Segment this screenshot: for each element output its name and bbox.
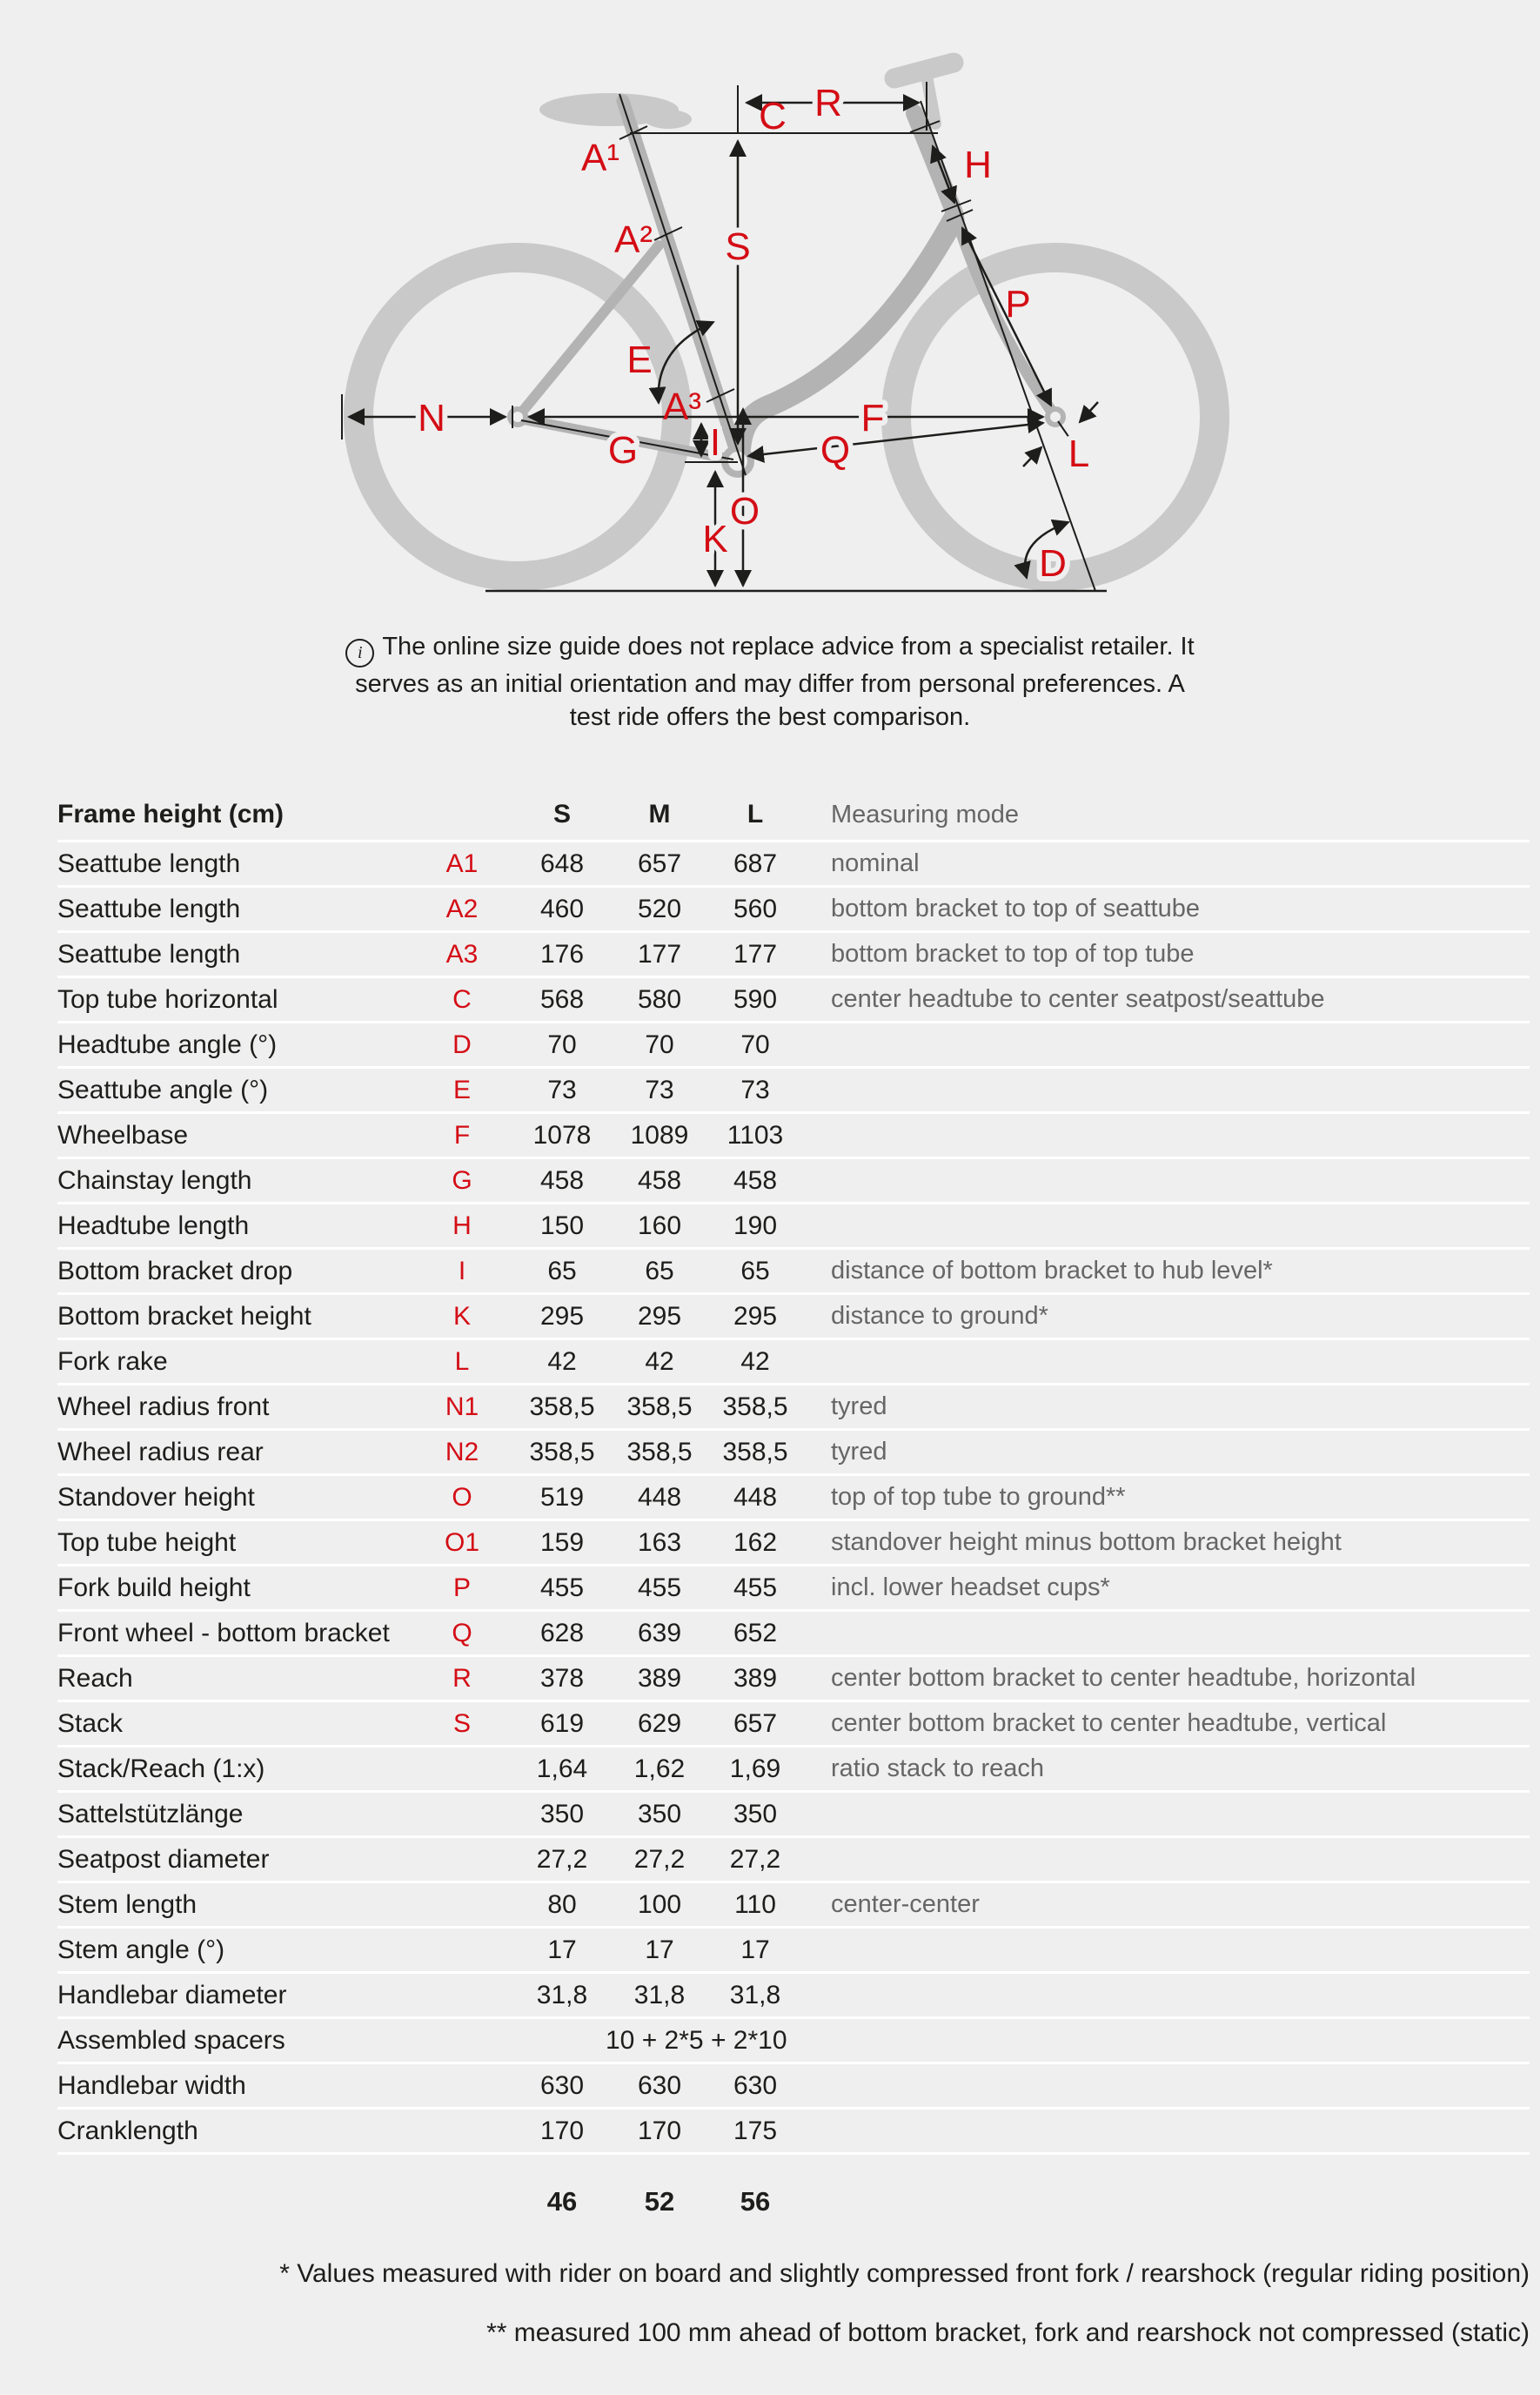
row-value-l: 70 bbox=[740, 1030, 770, 1059]
row-value-l: 65 bbox=[740, 1256, 770, 1285]
row-label: Chainstay length bbox=[57, 1165, 252, 1195]
row-value-m: 70 bbox=[645, 1030, 674, 1059]
row-value-m: 389 bbox=[637, 1663, 682, 1693]
header-measuring-mode: Measuring mode bbox=[831, 801, 1019, 829]
row-letter: O bbox=[452, 1482, 472, 1512]
row-value-s: 568 bbox=[539, 984, 585, 1014]
table-row bbox=[57, 1476, 1530, 1521]
frame-size-m: 52 bbox=[644, 2186, 675, 2217]
row-letter: E bbox=[452, 1075, 471, 1104]
header-size-s: S bbox=[552, 800, 571, 829]
header-frame-height: Frame height (cm) bbox=[57, 800, 285, 829]
table-row bbox=[57, 1295, 1530, 1340]
row-value-m: 65 bbox=[645, 1256, 674, 1285]
table-row bbox=[57, 1204, 1530, 1250]
label-o: O bbox=[729, 490, 760, 533]
row-letter: S bbox=[452, 1708, 471, 1738]
row-label: Top tube height bbox=[57, 1527, 237, 1557]
row-value-s: 1078 bbox=[532, 1120, 592, 1150]
row-value-s: 648 bbox=[539, 849, 585, 878]
table-row bbox=[57, 1929, 1530, 1974]
row-measuring-mode: incl. lower headset cups* bbox=[831, 1573, 1110, 1601]
row-measuring-mode: distance to ground* bbox=[831, 1302, 1048, 1330]
row-label: Wheel radius front bbox=[57, 1392, 270, 1421]
row-value-s: 455 bbox=[539, 1573, 585, 1602]
row-value-m: 629 bbox=[637, 1708, 682, 1738]
footnote-2: ** measured 100 mm ahead of bottom bracket, fork and rearshock not compressed (static) bbox=[486, 2318, 1530, 2347]
row-value-s: 27,2 bbox=[536, 1844, 588, 1874]
row-label: Fork build height bbox=[57, 1573, 251, 1602]
row-label: Wheelbase bbox=[57, 1120, 189, 1150]
row-label: Fork rake bbox=[57, 1346, 168, 1376]
row-letter: R bbox=[452, 1663, 472, 1693]
row-label: Front wheel - bottom bracket bbox=[57, 1618, 390, 1647]
table-header-row bbox=[57, 788, 1530, 842]
table-row bbox=[57, 842, 1530, 888]
row-label: Seattube angle (°) bbox=[57, 1075, 269, 1104]
diagram-labels bbox=[418, 82, 1089, 585]
row-value-s: 80 bbox=[547, 1889, 577, 1919]
label-q: Q bbox=[820, 429, 851, 472]
row-label: Seattube length bbox=[57, 894, 241, 923]
row-label: Bottom bracket drop bbox=[57, 1256, 293, 1285]
header-size-l: L bbox=[747, 800, 764, 829]
row-value-s: 42 bbox=[547, 1346, 577, 1376]
table-row bbox=[57, 888, 1530, 933]
note-line-1-text: The online size guide does not replace advice from a specialist retailer. It bbox=[382, 633, 1195, 661]
row-value-l: 162 bbox=[733, 1527, 778, 1557]
row-value-s: 170 bbox=[539, 2116, 585, 2145]
row-label: Headtube angle (°) bbox=[57, 1030, 278, 1059]
label-f: F bbox=[860, 397, 885, 439]
row-value-s: 378 bbox=[539, 1663, 585, 1693]
row-value-l: 455 bbox=[733, 1573, 778, 1602]
row-label: Seattube length bbox=[57, 849, 241, 878]
row-value-m: 448 bbox=[637, 1482, 682, 1512]
row-label: Stem angle (°) bbox=[57, 1935, 225, 1964]
label-e: E bbox=[626, 339, 653, 381]
row-value-l: 590 bbox=[733, 984, 778, 1014]
row-value-m: 458 bbox=[637, 1165, 682, 1195]
row-value-s: 519 bbox=[539, 1482, 585, 1512]
row-value-l: 1103 bbox=[726, 1120, 784, 1150]
row-value-l: 657 bbox=[733, 1708, 778, 1738]
row-value-l: 190 bbox=[733, 1211, 778, 1240]
table-row bbox=[57, 1883, 1530, 1929]
row-label: Stack bbox=[57, 1708, 124, 1738]
label-d: D bbox=[1039, 542, 1067, 585]
row-value-s: 628 bbox=[539, 1618, 585, 1647]
label-a2: A² bbox=[614, 218, 653, 261]
row-value-m: 350 bbox=[637, 1799, 682, 1828]
note-line-3: test ride offers the best comparison. bbox=[569, 703, 971, 731]
row-value-l: 27,2 bbox=[729, 1844, 781, 1874]
row-value-m: 295 bbox=[637, 1301, 682, 1331]
row-value-s: 150 bbox=[539, 1211, 585, 1240]
table-row bbox=[57, 1521, 1530, 1566]
row-letter: F bbox=[453, 1120, 471, 1150]
row-label: Bottom bracket height bbox=[57, 1301, 311, 1331]
row-measuring-mode: bottom bracket to top of top tube bbox=[831, 940, 1195, 968]
label-a3: A³ bbox=[663, 386, 701, 428]
row-value-l: 448 bbox=[733, 1482, 778, 1512]
row-value-s: 17 bbox=[547, 1935, 577, 1964]
label-l: L bbox=[1068, 433, 1090, 475]
table-row bbox=[57, 1023, 1530, 1069]
row-letter: O1 bbox=[444, 1527, 480, 1557]
row-value-m: 455 bbox=[637, 1573, 682, 1602]
row-value-s: 31,8 bbox=[536, 1980, 588, 2009]
row-value-s: 630 bbox=[539, 2070, 585, 2100]
row-value-s: 350 bbox=[539, 1799, 585, 1828]
row-label: Wheel radius rear bbox=[57, 1437, 264, 1466]
row-value-m: 639 bbox=[637, 1618, 682, 1647]
table-row bbox=[57, 2019, 1530, 2064]
label-k: K bbox=[702, 518, 728, 560]
label-a1: A¹ bbox=[581, 137, 619, 179]
row-value-l: 687 bbox=[733, 849, 778, 878]
frame-size-s: 46 bbox=[546, 2186, 578, 2217]
table-row bbox=[57, 2110, 1530, 2155]
row-measuring-mode: nominal bbox=[831, 849, 920, 877]
row-letter: H bbox=[452, 1211, 472, 1240]
row-value-m: 31,8 bbox=[633, 1980, 686, 2009]
row-measuring-mode: center bottom bracket to center headtube, vertical bbox=[831, 1709, 1387, 1737]
row-label: Top tube horizontal bbox=[57, 984, 278, 1014]
row-measuring-mode: center headtube to center seatpost/seattube bbox=[831, 985, 1325, 1013]
row-value-m: 17 bbox=[645, 1935, 674, 1964]
row-value-m: 630 bbox=[637, 2070, 682, 2100]
frame-size-l: 56 bbox=[740, 2186, 771, 2217]
table-row bbox=[57, 1340, 1530, 1385]
row-value-m: 163 bbox=[637, 1527, 682, 1557]
row-label: Handlebar width bbox=[57, 2070, 246, 2100]
row-measuring-mode: standover height minus bottom bracket height bbox=[831, 1528, 1342, 1556]
row-label: Headtube length bbox=[57, 1211, 250, 1240]
table-row bbox=[57, 1612, 1530, 1657]
row-letter: A1 bbox=[445, 849, 479, 878]
row-value-l: 177 bbox=[733, 939, 778, 969]
sizes-spacer-label bbox=[57, 2186, 405, 2217]
row-value-l: 110 bbox=[734, 1889, 776, 1919]
row-value-l: 295 bbox=[733, 1301, 778, 1331]
row-measuring-mode: tyred bbox=[831, 1392, 887, 1420]
row-value-s: 65 bbox=[547, 1256, 577, 1285]
row-measuring-mode: top of top tube to ground** bbox=[831, 1483, 1126, 1511]
table-row bbox=[57, 1069, 1530, 1114]
row-value-l: 31,8 bbox=[729, 1980, 781, 2009]
row-label: Seattube length bbox=[57, 939, 241, 969]
label-r: R bbox=[814, 82, 842, 124]
row-value-l: 175 bbox=[733, 2116, 778, 2145]
row-value-m: 100 bbox=[637, 1889, 682, 1919]
row-value-m: 580 bbox=[637, 984, 682, 1014]
table-row bbox=[57, 1431, 1530, 1476]
size-guide-note bbox=[0, 630, 1540, 734]
row-label: Sattelstützlänge bbox=[57, 1799, 244, 1828]
row-letter: N1 bbox=[445, 1392, 479, 1421]
row-value-m: 177 bbox=[637, 939, 682, 969]
geometry-table bbox=[57, 788, 1530, 2217]
row-value-l: 458 bbox=[733, 1165, 778, 1195]
saddle-nose bbox=[645, 110, 692, 129]
row-measuring-mode: distance of bottom bracket to hub level* bbox=[831, 1257, 1273, 1285]
bike-silhouette bbox=[358, 63, 1215, 576]
row-measuring-mode: bottom bracket to top of seattube bbox=[831, 895, 1200, 922]
row-value-m: 657 bbox=[637, 849, 682, 878]
row-value-l: 73 bbox=[740, 1075, 770, 1104]
label-p: P bbox=[1005, 283, 1031, 325]
frame-sizes-row bbox=[57, 2155, 1530, 2217]
row-value-m: 73 bbox=[645, 1075, 674, 1104]
row-value-s: 619 bbox=[539, 1708, 585, 1738]
row-value-s: 460 bbox=[539, 894, 585, 923]
row-letter: K bbox=[452, 1301, 471, 1331]
row-value-m: 358,5 bbox=[626, 1392, 693, 1421]
row-value-m: 170 bbox=[637, 2116, 682, 2145]
row-value-l: 350 bbox=[733, 1799, 778, 1828]
table-row bbox=[57, 933, 1530, 978]
sizes-spacer-letter bbox=[405, 2186, 519, 2217]
row-label: Cranklength bbox=[57, 2116, 198, 2145]
row-value-s: 358,5 bbox=[529, 1437, 595, 1466]
row-measuring-mode: ratio stack to reach bbox=[831, 1754, 1044, 1782]
front-hub bbox=[1048, 409, 1063, 425]
fork-rake-arrow-left bbox=[1023, 447, 1041, 466]
row-value-s: 1,64 bbox=[536, 1754, 588, 1783]
sizes-spacer-mode bbox=[797, 2186, 1530, 2217]
row-value-l: 358,5 bbox=[722, 1392, 788, 1421]
row-value-m: 1089 bbox=[630, 1120, 689, 1150]
label-n: N bbox=[418, 397, 445, 439]
row-letter: G bbox=[452, 1165, 472, 1195]
table-row bbox=[57, 978, 1530, 1023]
row-letter: A2 bbox=[445, 894, 479, 923]
row-value-m: 10 + 2*5 + 2*10 bbox=[606, 2025, 787, 2055]
row-letter: Q bbox=[452, 1618, 472, 1647]
note-line-1 bbox=[0, 630, 1540, 668]
row-measuring-mode: center-center bbox=[831, 1890, 980, 1918]
note-line-2: serves as an initial orientation and may differ from personal preferences. A bbox=[355, 670, 1185, 698]
table-row bbox=[57, 1793, 1530, 1838]
row-value-s: 73 bbox=[547, 1075, 577, 1104]
header-size-m: M bbox=[648, 800, 671, 829]
row-measuring-mode: tyred bbox=[831, 1438, 887, 1466]
row-value-s: 70 bbox=[547, 1030, 577, 1059]
row-label: Standover height bbox=[57, 1482, 255, 1512]
table-row bbox=[57, 1702, 1530, 1748]
row-label: Reach bbox=[57, 1663, 133, 1693]
table-row bbox=[57, 1114, 1530, 1159]
table-row bbox=[57, 1159, 1530, 1204]
row-value-l: 630 bbox=[733, 2070, 778, 2100]
table-row bbox=[57, 1748, 1530, 1793]
label-c: C bbox=[759, 95, 787, 138]
table-row bbox=[57, 1838, 1530, 1883]
row-label: Assembled spacers bbox=[57, 2025, 285, 2055]
measurement-lines bbox=[342, 82, 1107, 591]
row-letter: D bbox=[452, 1030, 472, 1059]
table-body bbox=[57, 842, 1530, 2155]
footnote-1: * Values measured with rider on board and slightly compressed front fork / rearshock (regular riding position) bbox=[279, 2259, 1530, 2288]
bike-geometry-diagram bbox=[0, 0, 1540, 644]
row-value-l: 560 bbox=[733, 894, 778, 923]
row-letter: A3 bbox=[445, 939, 479, 969]
row-value-s: 358,5 bbox=[529, 1392, 595, 1421]
row-letter: I bbox=[458, 1256, 466, 1285]
table-row bbox=[57, 1385, 1530, 1431]
row-value-m: 27,2 bbox=[633, 1844, 686, 1874]
row-value-m: 520 bbox=[637, 894, 682, 923]
row-value-l: 1,69 bbox=[729, 1754, 781, 1783]
table-row bbox=[57, 1250, 1530, 1295]
table-row bbox=[57, 1566, 1530, 1612]
row-label: Handlebar diameter bbox=[57, 1980, 287, 2009]
fork-rake-arrow-right bbox=[1080, 402, 1098, 422]
row-value-l: 42 bbox=[740, 1346, 770, 1376]
row-value-l: 389 bbox=[733, 1663, 778, 1693]
row-value-s: 295 bbox=[539, 1301, 585, 1331]
label-s: S bbox=[725, 225, 751, 268]
label-h: H bbox=[964, 144, 992, 186]
row-value-l: 17 bbox=[740, 1935, 770, 1964]
row-letter: L bbox=[454, 1346, 470, 1376]
label-i: I bbox=[709, 421, 721, 464]
row-value-s: 159 bbox=[539, 1527, 585, 1557]
table-row bbox=[57, 1657, 1530, 1702]
row-label: Stem length bbox=[57, 1889, 198, 1919]
label-g: G bbox=[607, 429, 639, 472]
row-value-m: 1,62 bbox=[633, 1754, 686, 1783]
row-value-m: 160 bbox=[637, 1211, 682, 1240]
row-value-l: 358,5 bbox=[722, 1437, 788, 1466]
row-label: Stack/Reach (1:x) bbox=[57, 1754, 265, 1783]
row-measuring-mode: center bottom bracket to center headtube, horizontal bbox=[831, 1664, 1416, 1692]
table-row bbox=[57, 2064, 1530, 2110]
table-row bbox=[57, 1974, 1530, 2019]
row-value-m: 42 bbox=[645, 1346, 674, 1376]
info-icon: i bbox=[345, 639, 374, 668]
row-letter: N2 bbox=[445, 1437, 479, 1466]
row-value-m: 358,5 bbox=[626, 1437, 693, 1466]
row-label: Seatpost diameter bbox=[57, 1844, 270, 1874]
row-value-s: 458 bbox=[539, 1165, 585, 1195]
row-value-l: 652 bbox=[733, 1618, 778, 1647]
row-letter: C bbox=[452, 984, 472, 1014]
row-letter: P bbox=[452, 1573, 471, 1602]
row-value-s: 176 bbox=[539, 939, 585, 969]
